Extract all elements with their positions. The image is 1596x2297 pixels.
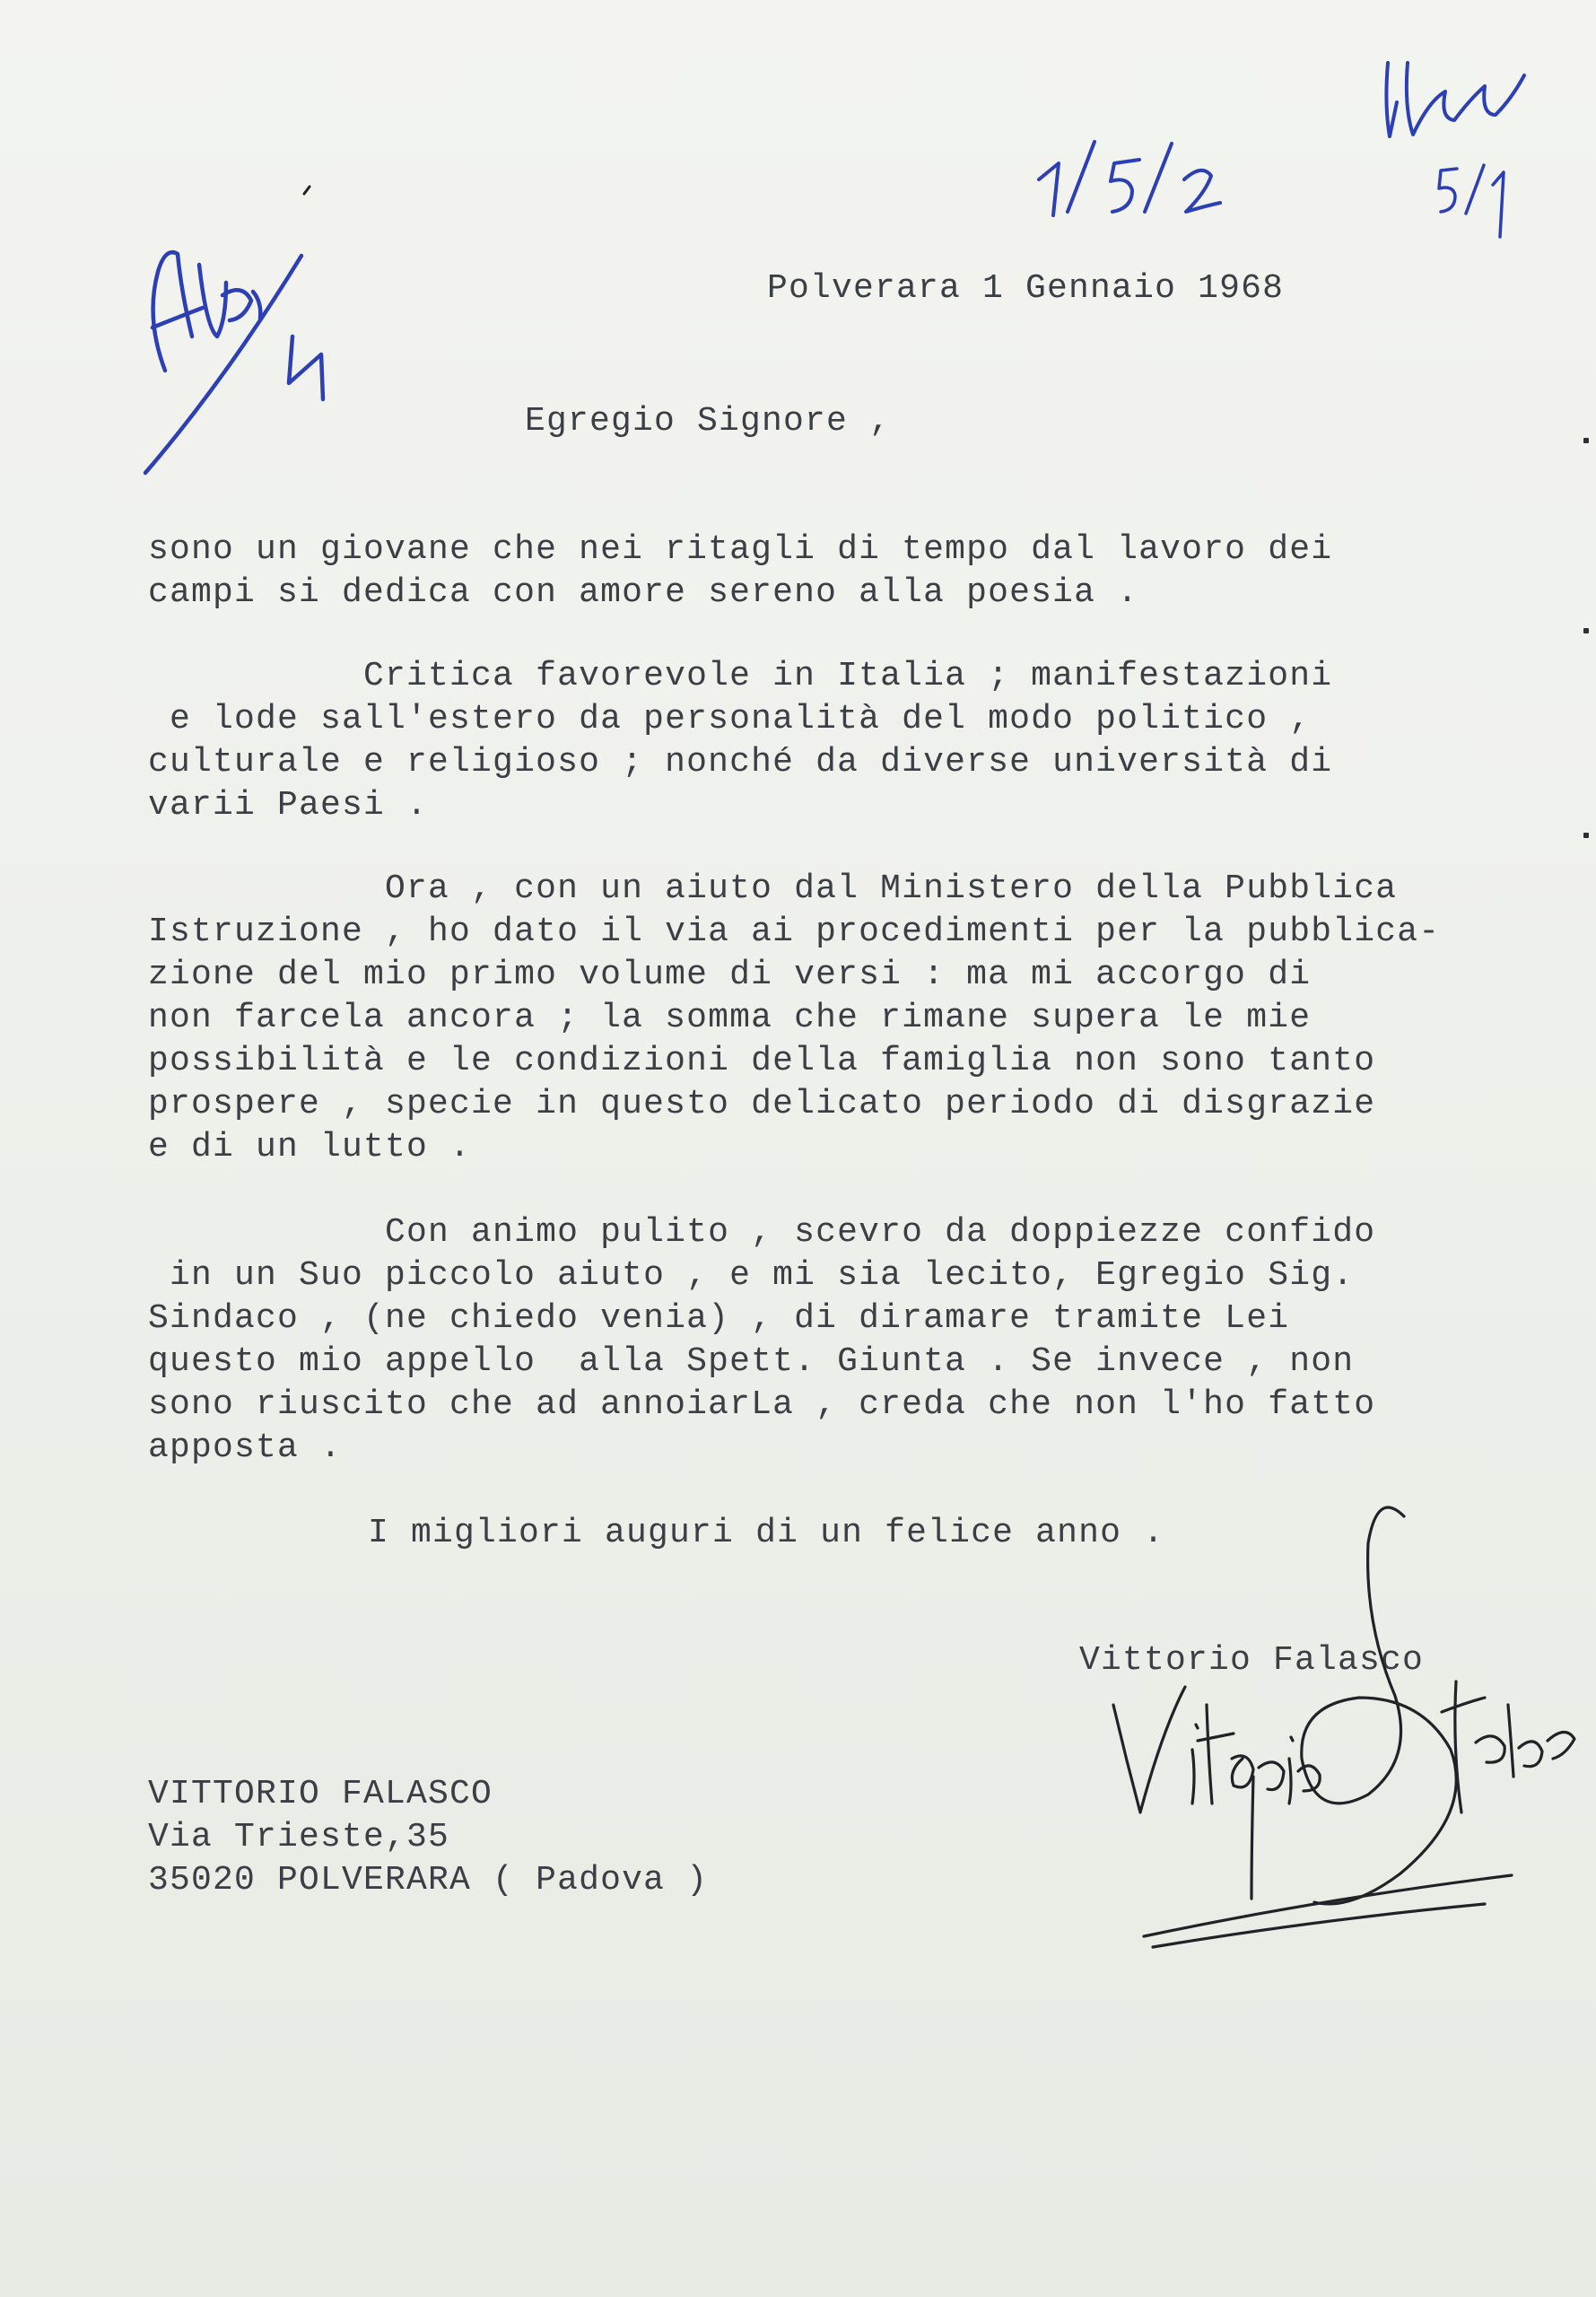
body-line: prospere , specie in questo delicato periodo di disgrazie xyxy=(148,1085,1376,1123)
body-line: Istruzione , ho dato il via ai procedimenti per la pubblica- xyxy=(148,913,1441,951)
body-line: zione del mio primo volume di versi : ma mi accorgo di xyxy=(148,956,1312,994)
sender-name: VITTORIO FALASCO xyxy=(148,1775,493,1813)
letter-closing: I migliori auguri di un felice anno . xyxy=(368,1514,1165,1552)
body-line: apposta . xyxy=(148,1428,343,1467)
ink-speck xyxy=(301,184,314,197)
body-line: possibilità e le condizioni della famiglia non sono tanto xyxy=(148,1042,1376,1080)
sender-city: 35020 POLVERARA ( Padova ) xyxy=(148,1861,709,1900)
handwritten-number-5-1 xyxy=(1434,160,1523,249)
body-line: sono un giovane che nei ritagli di tempo dal lavoro dei xyxy=(148,530,1333,569)
edge-mark xyxy=(1583,438,1589,443)
handwritten-signature xyxy=(1099,1489,1583,1956)
body-line: sono riuscito che ad annoiarLa , creda che non l'ho fatto xyxy=(148,1385,1376,1424)
body-line: e lode sall'estero da personalità del modo politico , xyxy=(148,700,1312,738)
letter-date-line: Polverara 1 Gennaio 1968 xyxy=(767,269,1285,308)
handwritten-reference-text: 1/5/2 xyxy=(1139,224,1142,225)
handwritten-note-top-left xyxy=(126,220,359,489)
handwritten-reference-1-5-2 xyxy=(1032,126,1247,233)
body-line: varii Paesi . xyxy=(148,786,429,825)
body-line: Sindaco , (ne chiedo venia) , di diramare tramite Lei xyxy=(148,1299,1290,1338)
body-line: non farcela ancora ; la somma che rimane supera le mie xyxy=(148,999,1312,1037)
sender-street: Via Trieste,35 xyxy=(148,1818,450,1856)
body-line: in un Suo piccolo aiuto , e mi sia lecito, Egregio Sig. xyxy=(148,1256,1355,1295)
letter-salutation: Egregio Signore , xyxy=(525,402,892,441)
typed-signature: Vittorio Falasco xyxy=(1079,1641,1425,1680)
body-line: Critica favorevole in Italia ; manifestazioni xyxy=(148,657,1333,695)
body-line: culturale e religioso ; nonché da diverse università di xyxy=(148,743,1333,782)
body-line: e di un lutto . xyxy=(148,1128,472,1166)
edge-mark xyxy=(1583,628,1589,633)
body-line: Con animo pulito , scevro da doppiezze confido xyxy=(148,1213,1376,1252)
body-line: questo mio appello alla Spett. Giunta . Se invece , non xyxy=(148,1342,1355,1381)
handwritten-initials xyxy=(1377,36,1530,153)
edge-mark xyxy=(1583,833,1589,838)
body-line: campi si dedica con amore sereno alla poesia . xyxy=(148,573,1139,612)
body-line: Ora , con un aiuto dal Ministero della Pubblica xyxy=(148,869,1398,908)
